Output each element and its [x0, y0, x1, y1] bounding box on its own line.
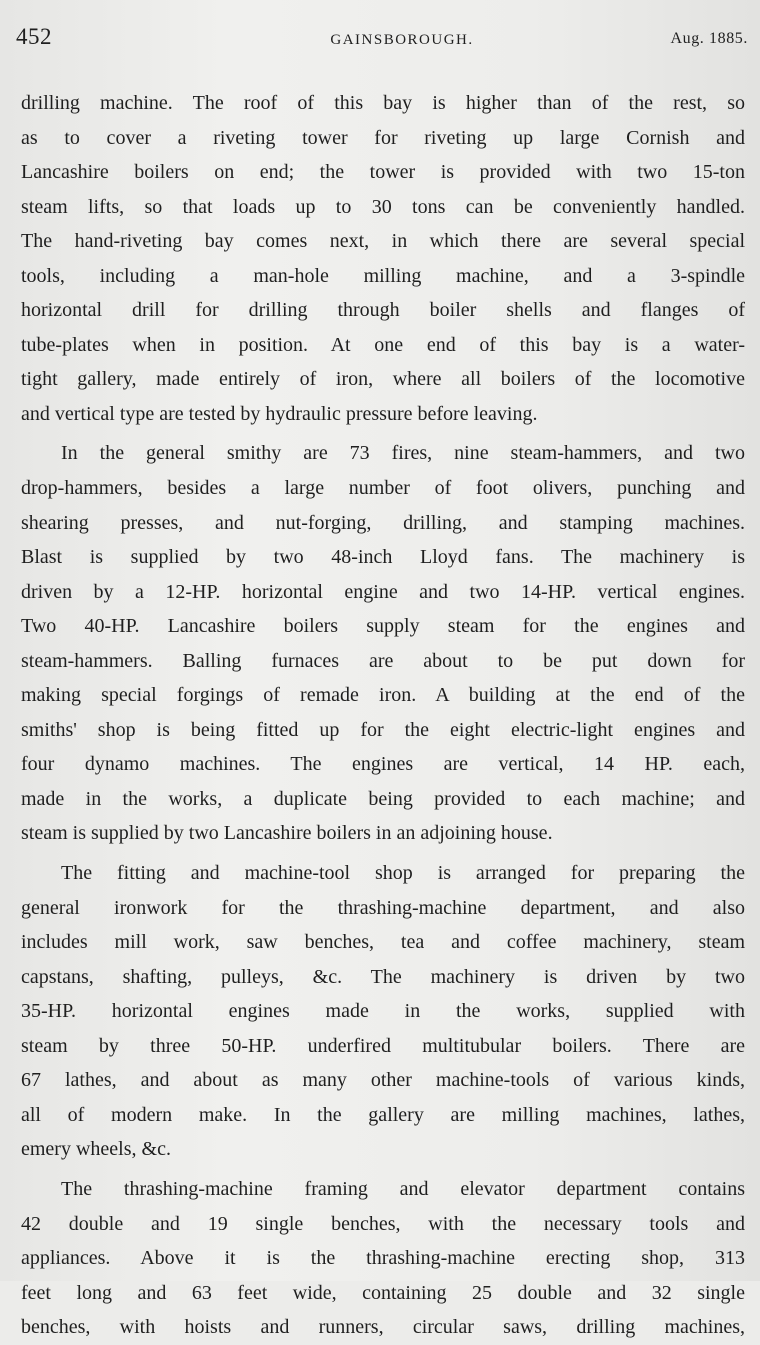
page-number: 452 — [16, 24, 52, 49]
text-line: Blast is supplied by two 48-inch Lloyd fans. The machinery is — [21, 546, 745, 569]
text-line: shearing presses, and nut-forging, drilling, and stamping machines. — [21, 511, 745, 534]
text-line: general ironwork for the thrashing-machine department, and also — [21, 896, 745, 919]
text-line: benches, with hoists and runners, circular saws, drilling machines, — [21, 1316, 745, 1339]
text-line: as to cover a riveting tower for riveting up large Cornish and — [21, 126, 745, 149]
text-line: 35-HP. horizontal engines made in the works, supplied with — [21, 1000, 745, 1023]
text-line: steam lifts, so that loads up to 30 tons can be conveniently handled. — [21, 195, 745, 218]
text-line: 67 lathes, and about as many other machine-tools of various kinds, — [21, 1069, 745, 1092]
text-line: Two 40-HP. Lancashire boilers supply steam for the engines and — [21, 615, 745, 638]
text-line: driven by a 12-HP. horizontal engine and two 14-HP. vertical engines. — [21, 580, 745, 603]
text-line: all of modern make. In the gallery are milling machines, lathes, — [21, 1103, 745, 1126]
running-date: Aug. 1885. — [670, 30, 748, 47]
body-text — [21, 86, 745, 1345]
text-line: steam by three 50-HP. underfired multitubular boilers. There are — [21, 1034, 745, 1057]
text-line: The hand-riveting bay comes next, in which there are several special — [21, 230, 745, 253]
running-title: GAINSBOROUGH. — [330, 32, 474, 48]
text-line: tools, including a man-hole milling machine, and a 3-spindle — [21, 264, 745, 287]
text-line: smiths' shop is being fitted up for the eight electric-light engines and — [21, 718, 745, 741]
text-line: appliances. Above it is the thrashing-machine erecting shop, 313 — [21, 1247, 745, 1270]
text-line: drop-hammers, besides a large number of foot olivers, punching and — [21, 477, 745, 500]
text-line: includes mill work, saw benches, tea and coffee machinery, steam — [21, 931, 745, 954]
paragraph-start-line: The fitting and machine-tool shop is arranged for preparing the — [61, 862, 745, 885]
text-line: steam-hammers. Balling furnaces are about to be put down for — [21, 649, 745, 672]
text-line: and vertical type are tested by hydraulic pressure before leaving. — [21, 402, 538, 425]
text-line: tight gallery, made entirely of iron, where all boilers of the locomotive — [21, 368, 745, 391]
text-line: steam is supplied by two Lancashire boilers in an adjoining house. — [21, 822, 553, 845]
text-line: making special forgings of remade iron. A building at the end of the — [21, 684, 745, 707]
paragraph-start-line: The thrashing-machine framing and elevator department contains — [61, 1177, 745, 1200]
text-line: tube-plates when in position. At one end of this bay is a water- — [21, 333, 745, 356]
paragraph-start-line: In the general smithy are 73 fires, nine steam-hammers, and two — [61, 442, 745, 465]
text-line: 42 double and 19 single benches, with the necessary tools and — [21, 1212, 745, 1235]
text-line: feet long and 63 feet wide, containing 25 double and 32 single — [21, 1281, 745, 1304]
text-line: Lancashire boilers on end; the tower is provided with two 15-ton — [21, 161, 745, 184]
running-head — [16, 24, 748, 52]
text-line: made in the works, a duplicate being provided to each machine; and — [21, 787, 745, 810]
text-line: capstans, shafting, pulleys, &c. The machinery is driven by two — [21, 965, 745, 988]
text-line: horizontal drill for drilling through boiler shells and flanges of — [21, 299, 745, 322]
text-line: four dynamo machines. The engines are vertical, 14 HP. each, — [21, 753, 745, 776]
text-line: drilling machine. The roof of this bay is higher than of the rest, so — [21, 92, 745, 114]
text-line: emery wheels, &c. — [21, 1138, 171, 1161]
